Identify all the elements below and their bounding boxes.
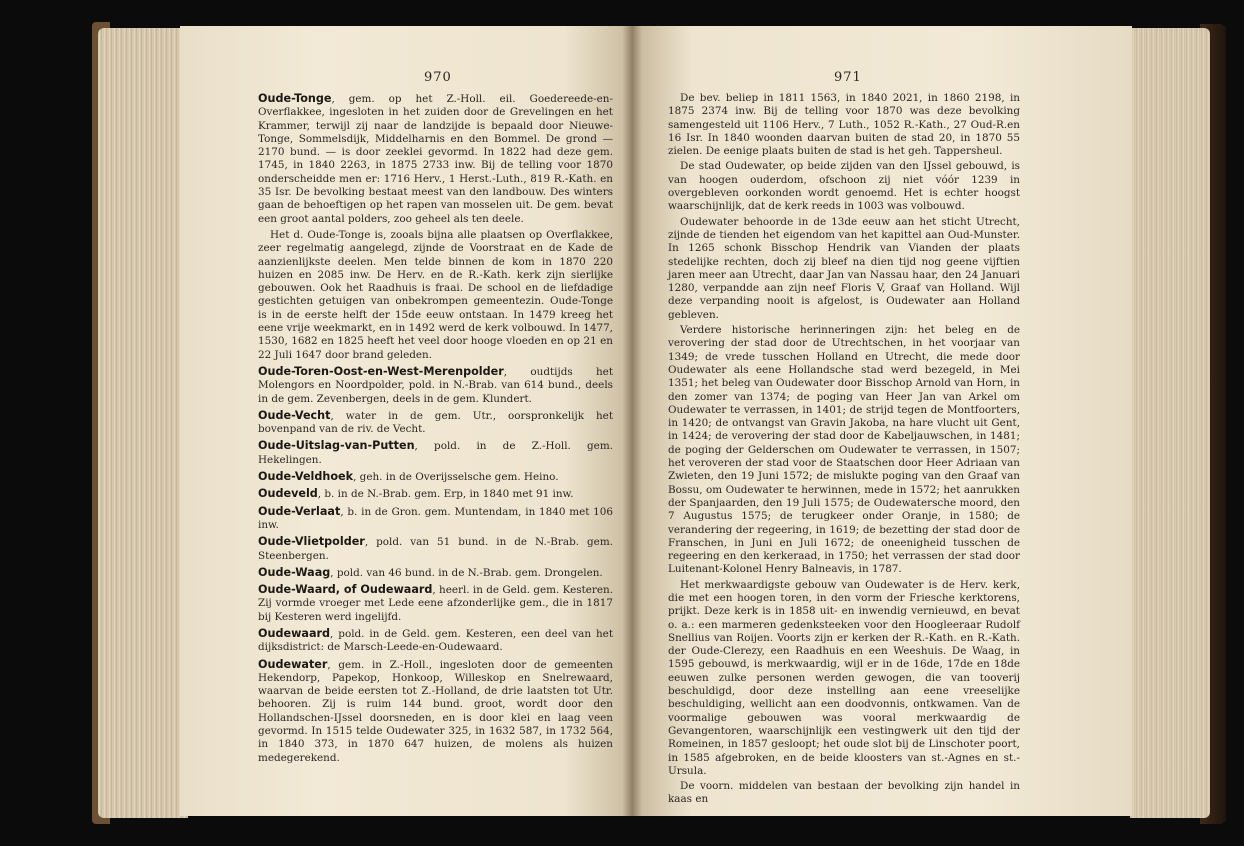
body-paragraph: De voorn. middelen van bestaan der bevolking zijn handel in kaas en [668,780,1020,806]
entry-term: Oudewaard [258,626,331,640]
entry-term: Oude-Vecht [258,408,331,422]
entry-body: , heerl. in de Geld. gem. Kesteren. Zij vormde vroeger met Lede eene afzonderlijke gem., die in 1817 bij Kesteren werd ingelijfd. [258,584,614,623]
right-page-number: 971 [834,70,862,85]
entry-term: Oude-Veldhoek [258,470,354,484]
entry-body: , gem. op het Z.-Holl. eil. Goedereede-en-Overflakkee, ingesloten in het zuiden door de Grevelingen en het Krammer, terwijl zij naar de landzijde is bepaald door Nieuwe-Tonge, Sommelsdijk, Middelharnis en den Bommel. De grond — 2170 bund. — is door zeeklei gevormd. In 1822 had deze gem. 1745, in 1840 2263, in 1875 2733 inw. Bij de telling voor 1870 onderscheidde men er: 1716 Herv., 1 Herst.-Luth., 819 R.-Kath. en 35 Isr. De bevolking bestaat meest van den landbouw. Des winters gaan de behoeftigen op het rapen van mosselen uit. De gem. bevat een groot aantal polders, zoo geheel als ten deele. [258,93,613,225]
entry-term: Oudeveld [258,487,318,501]
body-paragraph: De bev. beliep in 1811 1563, in 1840 2021, in 1860 2198, in 1875 2374 inw. Bij de telling voor 1870 was deze bevolking samengesteld uit 1106 Herv., 7 Luth., 1052 R.-Kath., 27 Oud-R.en 16 Isr. In 1840 woonden daarvan buiten de stad 20, in 1870 55 zielen. De eenige plaats buiten de stad is het geh. Tappersheul. [668,92,1020,158]
entry-body: Het d. Oude-Tonge is, zooals bijna alle plaatsen op Overflakkee, zeer regelmatig aangelegd, zijnde de Voorstraat en de Kade de aanzienlijkste deelen. Men telde binnen de kom in 1870 220 huizen en 2085 inw. De Herv. en de R.-Kath. kerk zijn sierlijke gebouwen. Ook het Raadhuis is fraai. De school en de liefdadige gestichten getuigen van onbekrompen gemeentezin. Oude-Tonge is in de eerste helft der 15de eeuw ontstaan. In 1479 kreeg het eene vrije weekmarkt, en in 1492 werd de kerk volbouwd. In 1477, 1530, 1682 en 1825 heeft het veel door hooge vloeden en op 21 en 22 Juli 1647 door brand geleden. [258,228,613,361]
entry-body: , pold. in de Geld. gem. Kesteren, een deel van het dijksdistrict: de Marsch-Leede-en-Oudewaard. [258,627,613,654]
body-paragraph: Het merkwaardigste gebouw van Oudewater is de Herv. kerk, die met een hoogen toren, in den vorm der Friesche kerktorens, prijkt. Deze kerk is in 1858 uit- en inwendig vernieuwd, en bevat o. a.: een marmeren gedenksteeken voor den Hoogleeraar Rudolf Snellius van Roijen. Voorts zijn er kerken der R.-Kath. en R.-Kath. der Oude-Clerezy, een Raadhuis en een Weeshuis. De Waag, in 1595 gebouwd, is merkwaardig, wijl er in de 16de, 17de en 18de eeuwen zulke personen werden gewogen, die van tooverij beschuldigd, door deze instelling aan eene vreeselijke beschuldiging, wellicht aan een doodvonnis, ontkwamen. Van de voormalige gebouwen was vooral merkwaardig de Gevangentoren, waarschijnlijk een vestingwerk uit den tijd der Romeinen, in 1857 gesloopt; het oude slot bij de Linschoter poort, in 1585 afgebroken, en de beide kloosters van st.-Agnes en st.-Ursula. [668,578,1020,777]
dictionary-entry [258,627,613,655]
entry-term: Oude-Waag [258,565,331,579]
dictionary-entry [258,439,613,467]
left-page-number: 970 [424,70,452,85]
dictionary-entry [258,566,613,580]
entry-term: Oude-Vlietpolder [258,535,365,549]
entry-term: Oude-Toren-Oost-en-West-Merenpolder [258,364,504,378]
entry-body: , geh. in de Overijsselsche gem. Heino. [353,471,559,484]
entry-body: , b. in de N.-Brab. gem. Erp, in 1840 met 91 inw. [317,488,574,501]
left-page-text [258,92,613,768]
dictionary-entry [258,487,613,501]
entry-term: Oudewater [258,657,328,671]
page-edges-right [1130,28,1210,818]
entry-body: , gem. in Z.-Holl., ingesloten door de gemeenten Hekendorp, Papekop, Honkoop, Willeskop en Snelrewaard, waarvan de beide eersten tot Z.-Holland, de drie laatsten tot Utr. behooren. Zij is ruim 144 bund. groot, wordt door den Hollandschen-IJssel doorsneden, en is door klei en laag veen gevormd. In 1515 telde Oudewater 325, in 1632 587, in 1732 564, in 1840 373, in 1870 647 huizen, de molens als huizen medegerekend. [258,658,613,764]
page-edges-left [98,28,188,818]
entry-term: Oude-Tonge [258,92,332,105]
entry-term: Oude-Uitslag-van-Putten [258,439,415,453]
dictionary-entry [258,470,613,484]
entry-body: , pold. van 51 bund. in de N.-Brab. gem. Steenbergen. [258,536,613,562]
dictionary-entry [258,583,613,624]
entry-body: , pold. van 46 bund. in de N.-Brab. gem. Drongelen. [330,566,603,579]
entry-term: Oude-Verlaat [258,504,341,518]
entry-body: , oudtijds het Molengors en Noordpolder, pold. in N.-Brab. van 614 bund., deels in de gem. Zevenbergen, deels in de gem. Klundert. [258,365,613,405]
body-paragraph: Oudewater behoorde in de 13de eeuw aan het sticht Utrecht, zijnde de tienden het eigendom van het kapittel aan Oud-Munster. In 1265 schonk Bisschop Hendrik van Vianden der plaats stedelijke rechten, doch zij bleef na dien tijd nog geene vijftien jaren meer aan Utrecht, daar Jan van Nassau haar, den 24 Januari 1280, verpandde aan zijn neef Floris V, Graaf van Holland. Wijl deze verpanding nooit is afgelost, is Oudewater aan Holland gebleven. [668,215,1020,321]
entry-body: , pold. in de Z.-Holl. gem. Hekelingen. [258,440,613,466]
dictionary-entry [258,92,613,226]
entry-body: , b. in de Gron. gem. Muntendam, in 1840 met 106 inw. [258,505,613,531]
dictionary-entry [258,409,613,437]
right-page-text [668,92,1020,809]
body-paragraph: De stad Oudewater, op beide zijden van den IJssel gebouwd, is van hoogen ouderdom, ofschoon zij niet vóór 1239 in overgebleven oorkonden wordt genoemd. Het is echter hoogst waarschijnlijk, dat de kerk reeds in 1003 was volbouwd. [668,160,1020,213]
book-gutter [622,26,642,816]
body-paragraph: Verdere historische herinneringen zijn: het beleg en de verovering der stad door de Utrechtschen, in het voorjaar van 1349; de vrede tusschen Holland en Utrecht, die mede door Oudewater als eene Hollandsche stad werd bezegeld, in Mei 1351; het beleg van Oudewater door Bisschop Arnold van Horn, in den zomer van 1374; de poging van Heer Jan van Arkel om Oudewater te verrassen, in 1401; de strijd tegen de Montfoorters, in 1420; de ontvangst van Gravin Jakoba, na hare vlucht uit Gent, in 1424; de verovering der stad door de Kabeljauwschen, in 1481; de poging der Gelderschen om Oudewater te verrassen, in 1507; het veroveren der stad voor de Staatschen door Heer Adriaan van Zwieten, den 19 Juni 1572; de mislukte poging van den Graaf van Bossu, om Oudewater te herwinnen, mede in 1572; het aanrukken der Spanjaarden, den 19 Juli 1575; de Oudewatersche moord, den 7 Augustus 1575; de terugkeer onder Oranje, in 1580; de verandering der regeering, in 1619; de bezetting der stad door de Franschen, in Juni en Juli 1672; de oneenigheid tusschen de regeering en den kerkeraad, in 1750; het verrassen der stad door Luitenant-Kolonel Henry Balneavis, in 1787. [668,324,1020,576]
dictionary-entry [258,229,613,362]
entry-body: , water in de gem. Utr., oorspronkelijk het bovenpand van de riv. de Vecht. [258,409,613,436]
dictionary-entry [258,365,613,406]
dictionary-entry [258,535,613,563]
entry-term: Oude-Waard, of Oudewaard [258,583,433,597]
dictionary-entry [258,658,613,765]
dictionary-entry [258,505,613,533]
